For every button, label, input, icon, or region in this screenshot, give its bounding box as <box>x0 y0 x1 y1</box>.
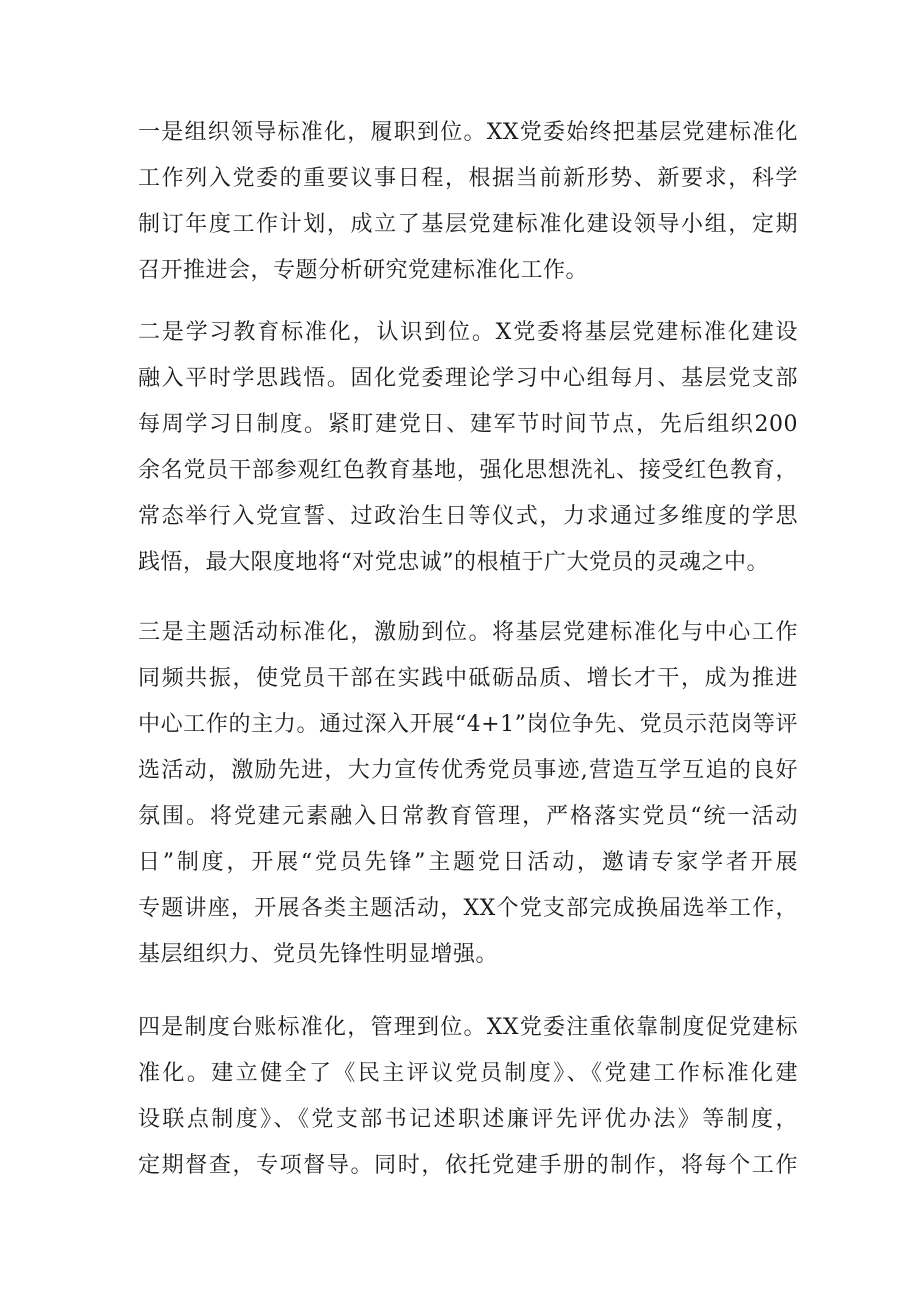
text-line: 融入平时学思践悟。固化党委理论学习中心组每月、基层党支部 <box>138 366 798 391</box>
text-line: 准化。建立健全了《民主评议党员制度》、《党建工作标准化建 <box>138 1061 798 1086</box>
text-line: 选活动，激励先进，大力宣传优秀党员事迹,营造互学互追的良好 <box>138 758 798 783</box>
text-line: 三是主题活动标准化，激励到位。将基层党建标准化与中心工作 <box>138 620 798 645</box>
text-line: 中心工作的主力。通过深入开展“4+1”岗位争先、党员示范岗等评 <box>138 712 798 737</box>
text-line: 基层组织力、党员先锋性明显增强。 <box>138 942 499 967</box>
text-line: 二是学习教育标准化，认识到位。X党委将基层党建标准化建设 <box>138 320 798 345</box>
text-line: 工作列入党委的重要议事日程，根据当前新形势、新要求，科学 <box>138 166 798 191</box>
text-line: 余名党员干部参观红色教育基地，强化思想洗礼、接受红色教育， <box>138 458 798 483</box>
text-line: 同频共振，使党员干部在实践中砥砺品质、增长才干，成为推进 <box>138 666 798 691</box>
text-line: 召开推进会，专题分析研究党建标准化工作。 <box>138 258 589 283</box>
text-line: 定期督查，专项督导。同时，依托党建手册的制作，将每个工作 <box>138 1153 798 1178</box>
text-line: 日”制度，开展“党员先锋”主题党日活动，邀请专家学者开展 <box>138 850 798 875</box>
paragraph-study-education <box>138 310 798 586</box>
text-line: 一是组织领导标准化，履职到位。XX党委始终把基层党建标准化 <box>138 120 798 145</box>
paragraph-theme-activities <box>138 610 798 978</box>
text-line: 四是制度台账标准化，管理到位。XX党委注重依靠制度促党建标 <box>138 1015 798 1040</box>
text-line: 常态举行入党宣誓、过政治生日等仪式，力求通过多维度的学思 <box>138 504 798 529</box>
paragraph-system-ledger <box>138 1005 798 1189</box>
paragraph-organization-leadership <box>138 110 798 294</box>
text-line: 设联点制度》、《党支部书记述职述廉评先评优办法》等制度， <box>138 1107 798 1132</box>
text-line: 每周学习日制度。紧盯建党日、建军节时间节点，先后组织200 <box>138 412 798 437</box>
text-line: 专题讲座，开展各类主题活动，XX个党支部完成换届选举工作， <box>138 896 798 921</box>
text-line: 氛围。将党建元素融入日常教育管理，严格落实党员“统一活动 <box>138 804 798 829</box>
text-line: 制订年度工作计划，成立了基层党建标准化建设领导小组，定期 <box>138 212 798 237</box>
text-line: 践悟，最大限度地将“对党忠诚”的根植于广大党员的灵魂之中。 <box>138 550 769 575</box>
